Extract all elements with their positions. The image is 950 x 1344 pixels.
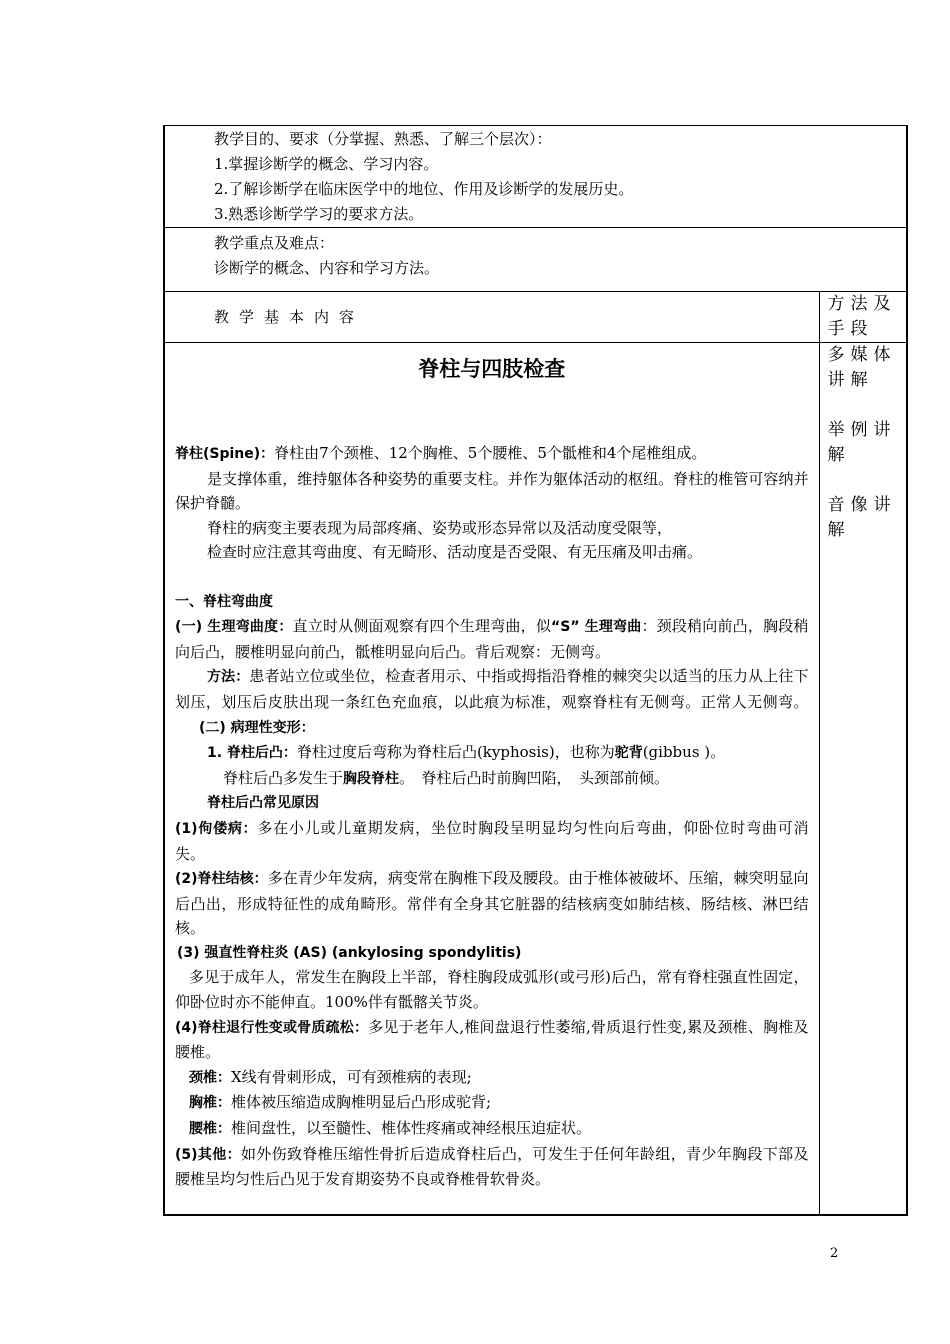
content-cell: [164, 343, 819, 1215]
subitem-lumbar: [175, 1116, 809, 1142]
text-span: 椎间盘性，以至髓性、椎体性疼痛或神经根压迫症状。: [231, 1119, 592, 1138]
text-span: 椎体被压缩造成胸椎明显后凸形成驼背;: [231, 1093, 492, 1112]
keypoints-row: [164, 228, 907, 292]
subsection-label: (一) 生理弯曲度：: [175, 619, 293, 636]
keypoints-cell: [164, 228, 907, 292]
text-span: 患者站立位或坐位，检查者用示、中指或拇指沿脊椎的棘突尖以适当的压力从上往下划压，划压后皮肤出现一条红色充血痕，以此痕为标准，观察脊柱有无侧弯。正常人无侧弯。: [175, 667, 809, 711]
cause-label: (5)其他：: [175, 1146, 241, 1163]
paragraph-exam: 检查时应注意其弯曲度、有无畸形、活动度是否受限、有无压痛及叩击痛。: [207, 543, 703, 562]
cause-label: (3) 强直性脊柱炎 (AS) (ankylosing spondylitis): [177, 944, 522, 961]
page-number: 2: [830, 1246, 839, 1261]
lesson-plan-table: [163, 125, 908, 1216]
section-heading: 一、脊柱弯曲度: [175, 593, 273, 610]
text-span: 如外伤致脊椎压缩性骨折后造成脊柱后凸，可发生于任何年龄组，青少年胸段下部及腰椎呈均匀性后凸见于发育期姿势不良或脊椎骨软骨炎。: [175, 1144, 809, 1189]
content-row: [164, 343, 907, 1215]
causes-heading: 脊柱后凸常见原因: [207, 795, 319, 812]
cause-label: (4)脊柱退行性变或骨质疏松：: [175, 1019, 369, 1036]
methods-cell: [819, 343, 907, 1215]
cause-item: [175, 866, 809, 941]
method-example: 举例讲: [827, 420, 897, 440]
objectives-heading: 教学目的、要求（分掌握、熟悉、了解三个层次）：: [214, 130, 552, 148]
text-span: 多在青少年发病，病变常在胸椎下段及腰段。由于椎体被破坏、压缩，棘突明显向后凸出，形成特征性的成角畸形。常伴有全身其它脏器的结核病变如肺结核、肠结核、淋巴结核。: [175, 869, 809, 938]
cause-label: (1)佝偻病：: [175, 820, 258, 837]
content-header-cell: [164, 292, 819, 343]
text-span: 直立时从侧面观察有四个生理弯曲，似: [292, 617, 552, 636]
method-av-2: 解: [827, 520, 851, 540]
subitem-label: 腰椎：: [189, 1121, 231, 1138]
cause-label: (2)脊柱结核：: [175, 871, 268, 888]
objective-item: 1.掌握诊断学的概念、学习内容。: [214, 155, 439, 173]
objectives-cell: [164, 126, 907, 228]
bold-term: 驼背: [614, 745, 643, 762]
paragraph-method: [175, 664, 809, 740]
methods-header-line2: 手段: [827, 319, 874, 339]
keypoints-text: 诊断学的概念、内容和学习方法。: [214, 259, 440, 277]
header-row: [164, 292, 907, 343]
cause-item: [175, 1015, 809, 1065]
objectives-row: [164, 126, 907, 228]
text-span: 。 脊柱后凸时前胸凹陷， 头颈部前倾。: [399, 768, 670, 787]
method-av: 音像讲: [827, 495, 897, 515]
lesson-body: [165, 441, 819, 1192]
objective-item: 3.熟悉诊断学学习的要求方法。: [214, 205, 424, 223]
cause-item: [175, 1142, 809, 1192]
cause-text: 多见于成年人，常发生在胸段上半部，脊柱胸段成弧形(或弓形)后凸，常有脊柱强直性固定，仰卧位时亦不能伸直。100%伴有骶髂关节炎。: [175, 968, 809, 1012]
text-span: 多在小儿或儿童期发病，坐位时胸段呈明显均匀性向后弯曲，仰卧位时弯曲可消失。: [175, 818, 809, 863]
bold-term: 胸段脊柱: [343, 770, 400, 787]
content-header: 教学基本内容: [214, 308, 365, 326]
methods-header-cell: [819, 292, 907, 343]
method-label: 方法：: [207, 669, 250, 686]
spine-intro: 脊柱由7个颈椎、12个胸椎、5个腰椎、5个骶椎和4个尾椎组成。: [274, 444, 707, 462]
subsection-label: (二) 病理性变形：: [199, 719, 315, 736]
objective-item: 2.了解诊断学在临床医学中的地位、作用及诊断学的发展历史。: [214, 180, 634, 198]
text-span: 脊柱后凸多发生于: [223, 768, 344, 787]
paragraph-physiological: [175, 614, 809, 664]
text-span: ：颈段稍向前凸，胸段稍向后凸，腰椎明显向前凸，骶椎明显向后凸。背后观察：无侧弯。: [175, 617, 809, 661]
subitem-chest: [175, 1090, 809, 1116]
keypoints-heading: 教学重点及难点：: [214, 234, 335, 252]
text-span: 脊柱过度后弯称为脊柱后凸(kyphosis)，也称为: [296, 743, 615, 762]
method-example-2: 解: [827, 445, 851, 465]
text-span: X线有骨刺形成，可有颈椎病的表现;: [231, 1067, 472, 1086]
bold-term: “S” 生理弯曲: [551, 619, 642, 636]
paragraph-kyphosis: [175, 740, 809, 766]
spine-definition: [175, 441, 809, 467]
methods-header-line1: 方法及: [827, 294, 897, 314]
paragraph-support: 是支撑体重，维持躯体各种姿势的重要支柱。并作为躯体活动的枢纽。脊柱的椎管可容纳并保护脊髓。: [175, 469, 809, 513]
method-multimedia-2: 讲解: [827, 370, 874, 390]
lesson-title: 脊柱与四肢检查: [418, 357, 566, 381]
text-span: 多见于老年人,椎间盘退行性萎缩,骨质退行性变,累及颈椎、胸椎及腰椎。: [175, 1017, 809, 1062]
text-span: (gibbus )。: [642, 743, 726, 762]
paragraph-lesions: 脊柱的病变主要表现为局部疼痛、姿势或形态异常以及活动度受限等，: [207, 518, 673, 537]
subitem-neck: [175, 1065, 809, 1091]
subitem-label: 胸椎：: [189, 1095, 231, 1112]
paragraph-kyphosis-site: [175, 766, 809, 792]
spine-label: 脊柱(Spine)：: [175, 446, 275, 462]
item-label: 1. 脊柱后凸：: [207, 745, 297, 762]
subitem-label: 颈椎：: [189, 1069, 231, 1086]
cause-item: [175, 816, 809, 866]
method-multimedia: 多媒体: [827, 345, 897, 365]
